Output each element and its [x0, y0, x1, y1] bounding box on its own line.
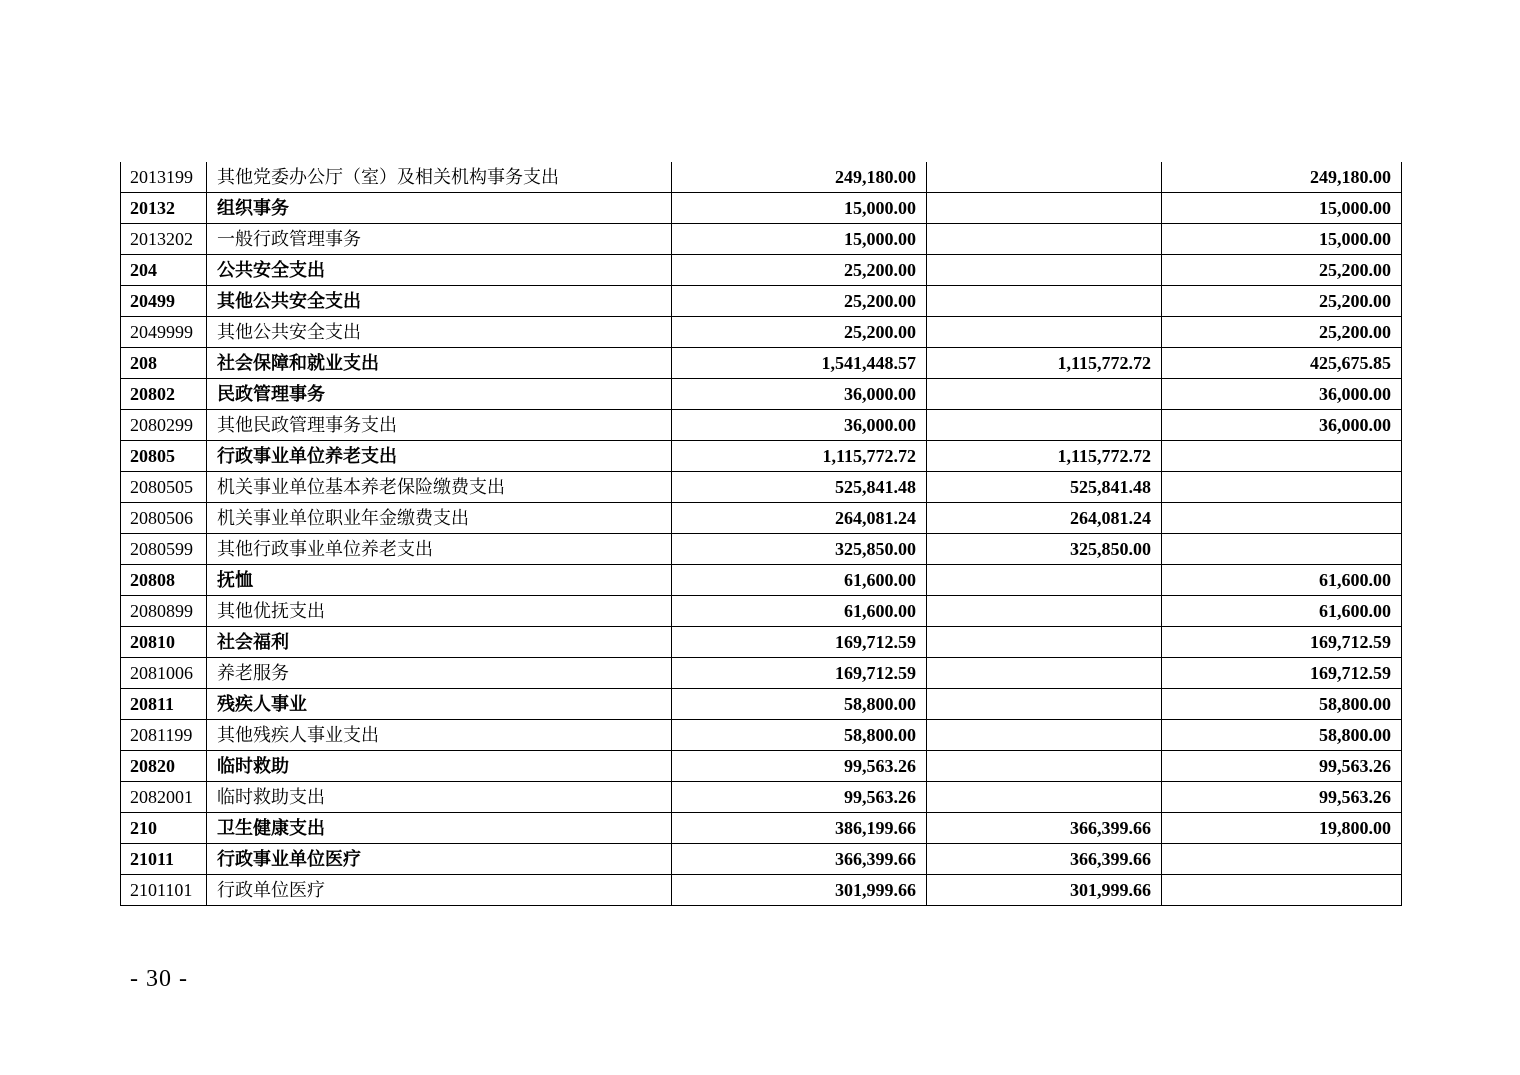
row-basic	[927, 162, 1162, 193]
table-row	[121, 565, 1402, 596]
row-name: 临时救助	[207, 751, 672, 782]
row-project	[1162, 441, 1402, 472]
row-total: 386,199.66	[672, 813, 927, 844]
row-basic: 366,399.66	[927, 844, 1162, 875]
row-project: 15,000.00	[1162, 224, 1402, 255]
row-total: 301,999.66	[672, 875, 927, 906]
row-basic	[927, 627, 1162, 658]
table-row	[121, 224, 1402, 255]
row-name: 其他党委办公厅（室）及相关机构事务支出	[207, 162, 672, 193]
row-total: 249,180.00	[672, 162, 927, 193]
row-code: 2080899	[121, 596, 207, 627]
row-code: 2013202	[121, 224, 207, 255]
row-name: 行政事业单位医疗	[207, 844, 672, 875]
row-total: 36,000.00	[672, 410, 927, 441]
row-name: 其他公共安全支出	[207, 286, 672, 317]
row-basic	[927, 410, 1162, 441]
row-total: 15,000.00	[672, 193, 927, 224]
row-basic: 325,850.00	[927, 534, 1162, 565]
table-row	[121, 720, 1402, 751]
budget-table	[120, 162, 1402, 906]
table-row	[121, 627, 1402, 658]
row-code: 2080299	[121, 410, 207, 441]
row-total: 58,800.00	[672, 720, 927, 751]
row-basic	[927, 193, 1162, 224]
table-row	[121, 782, 1402, 813]
row-basic: 1,115,772.72	[927, 441, 1162, 472]
row-code: 20805	[121, 441, 207, 472]
row-total: 61,600.00	[672, 596, 927, 627]
row-basic	[927, 596, 1162, 627]
row-name: 社会福利	[207, 627, 672, 658]
row-project: 25,200.00	[1162, 255, 1402, 286]
row-code: 20132	[121, 193, 207, 224]
table-row	[121, 844, 1402, 875]
row-project: 249,180.00	[1162, 162, 1402, 193]
row-name: 临时救助支出	[207, 782, 672, 813]
row-project: 25,200.00	[1162, 286, 1402, 317]
row-name: 民政管理事务	[207, 379, 672, 410]
row-total: 61,600.00	[672, 565, 927, 596]
row-name: 养老服务	[207, 658, 672, 689]
row-code: 2080505	[121, 472, 207, 503]
table-row	[121, 503, 1402, 534]
row-name: 组织事务	[207, 193, 672, 224]
row-name: 机关事业单位基本养老保险缴费支出	[207, 472, 672, 503]
table-row	[121, 286, 1402, 317]
row-basic: 301,999.66	[927, 875, 1162, 906]
row-name: 机关事业单位职业年金缴费支出	[207, 503, 672, 534]
row-project	[1162, 534, 1402, 565]
row-name: 行政事业单位养老支出	[207, 441, 672, 472]
row-basic	[927, 565, 1162, 596]
table-row	[121, 379, 1402, 410]
row-code: 210	[121, 813, 207, 844]
row-total: 366,399.66	[672, 844, 927, 875]
table-row	[121, 348, 1402, 379]
row-total: 36,000.00	[672, 379, 927, 410]
table-row	[121, 751, 1402, 782]
row-total: 25,200.00	[672, 286, 927, 317]
row-name: 其他残疾人事业支出	[207, 720, 672, 751]
row-basic	[927, 317, 1162, 348]
row-code: 21011	[121, 844, 207, 875]
row-code: 2081006	[121, 658, 207, 689]
row-name: 卫生健康支出	[207, 813, 672, 844]
row-project: 425,675.85	[1162, 348, 1402, 379]
row-project	[1162, 875, 1402, 906]
row-project: 58,800.00	[1162, 720, 1402, 751]
table-row	[121, 317, 1402, 348]
table-row	[121, 534, 1402, 565]
row-project: 169,712.59	[1162, 658, 1402, 689]
row-code: 2101101	[121, 875, 207, 906]
row-total: 25,200.00	[672, 317, 927, 348]
row-code: 20802	[121, 379, 207, 410]
row-name: 其他公共安全支出	[207, 317, 672, 348]
row-code: 2082001	[121, 782, 207, 813]
row-project: 61,600.00	[1162, 565, 1402, 596]
row-name: 其他行政事业单位养老支出	[207, 534, 672, 565]
row-total: 325,850.00	[672, 534, 927, 565]
row-total: 169,712.59	[672, 658, 927, 689]
row-basic: 366,399.66	[927, 813, 1162, 844]
row-code: 2080506	[121, 503, 207, 534]
row-code: 2080599	[121, 534, 207, 565]
row-basic	[927, 286, 1162, 317]
row-name: 社会保障和就业支出	[207, 348, 672, 379]
row-total: 25,200.00	[672, 255, 927, 286]
row-project: 25,200.00	[1162, 317, 1402, 348]
table-row	[121, 441, 1402, 472]
row-project: 36,000.00	[1162, 379, 1402, 410]
row-code: 20808	[121, 565, 207, 596]
row-project: 61,600.00	[1162, 596, 1402, 627]
row-name: 一般行政管理事务	[207, 224, 672, 255]
row-code: 2081199	[121, 720, 207, 751]
row-project	[1162, 503, 1402, 534]
row-project: 36,000.00	[1162, 410, 1402, 441]
row-total: 1,115,772.72	[672, 441, 927, 472]
row-code: 2049999	[121, 317, 207, 348]
row-basic	[927, 720, 1162, 751]
table-row	[121, 813, 1402, 844]
row-project	[1162, 472, 1402, 503]
row-name: 抚恤	[207, 565, 672, 596]
row-name: 其他民政管理事务支出	[207, 410, 672, 441]
table-row	[121, 162, 1402, 193]
row-project: 99,563.26	[1162, 751, 1402, 782]
row-name: 残疾人事业	[207, 689, 672, 720]
table-row	[121, 410, 1402, 441]
row-basic: 525,841.48	[927, 472, 1162, 503]
row-code: 208	[121, 348, 207, 379]
table-body	[121, 162, 1402, 906]
row-total: 1,541,448.57	[672, 348, 927, 379]
row-total: 15,000.00	[672, 224, 927, 255]
row-basic	[927, 751, 1162, 782]
table-row	[121, 658, 1402, 689]
row-basic	[927, 224, 1162, 255]
row-name: 公共安全支出	[207, 255, 672, 286]
row-basic	[927, 255, 1162, 286]
row-total: 99,563.26	[672, 782, 927, 813]
row-project: 15,000.00	[1162, 193, 1402, 224]
table-row	[121, 255, 1402, 286]
table-row	[121, 596, 1402, 627]
row-name: 行政单位医疗	[207, 875, 672, 906]
row-total: 169,712.59	[672, 627, 927, 658]
row-total: 264,081.24	[672, 503, 927, 534]
table-row	[121, 689, 1402, 720]
row-project: 19,800.00	[1162, 813, 1402, 844]
row-code: 2013199	[121, 162, 207, 193]
row-basic: 1,115,772.72	[927, 348, 1162, 379]
row-code: 20811	[121, 689, 207, 720]
row-code: 204	[121, 255, 207, 286]
row-total: 58,800.00	[672, 689, 927, 720]
row-name: 其他优抚支出	[207, 596, 672, 627]
page-number: - 30 -	[130, 966, 188, 992]
row-code: 20810	[121, 627, 207, 658]
row-total: 525,841.48	[672, 472, 927, 503]
row-basic	[927, 782, 1162, 813]
table-row	[121, 193, 1402, 224]
table-row	[121, 472, 1402, 503]
row-code: 20499	[121, 286, 207, 317]
row-basic	[927, 379, 1162, 410]
row-project: 169,712.59	[1162, 627, 1402, 658]
row-basic	[927, 689, 1162, 720]
row-code: 20820	[121, 751, 207, 782]
row-project: 58,800.00	[1162, 689, 1402, 720]
table-row	[121, 875, 1402, 906]
row-project	[1162, 844, 1402, 875]
row-project: 99,563.26	[1162, 782, 1402, 813]
row-basic	[927, 658, 1162, 689]
row-total: 99,563.26	[672, 751, 927, 782]
row-basic: 264,081.24	[927, 503, 1162, 534]
